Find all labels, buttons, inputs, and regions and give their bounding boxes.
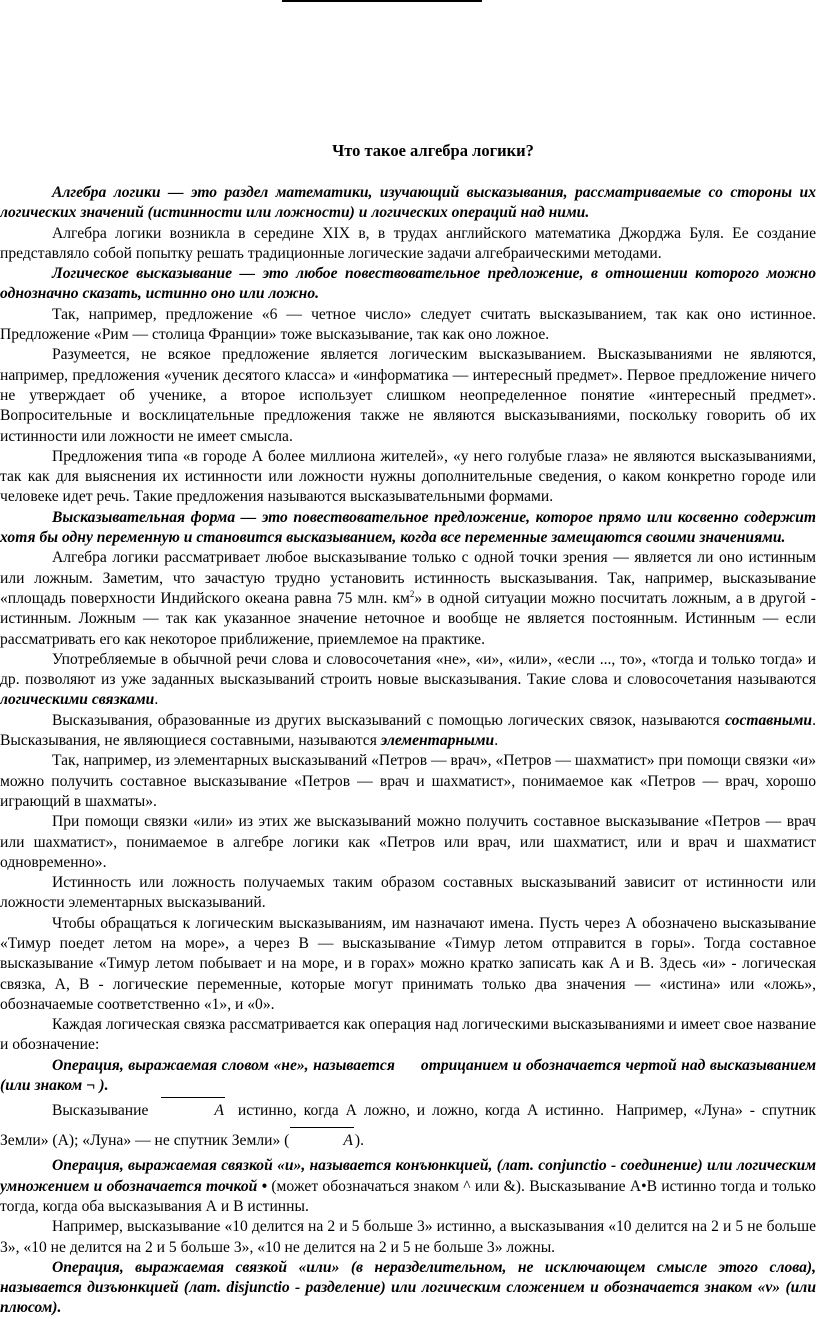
text: . [494, 732, 499, 750]
text: (может обозначаться знаком ^ или &). Высказывание А•В истинно тогда и только тогда, когда оба высказывания А и В истинны. [0, 1177, 816, 1215]
paragraph-definition-algebra: Алгебра логики — это раздел математики, изучающий высказывания, рассматриваемые со стороны их логических значений (истинности или ложности) и логических операций над ними. [0, 184, 816, 222]
paragraph-examples: Так, например, предложение «6 — четное число» следует считать высказыванием, так как оно истинное. Предложение «Рим — столица Франции» тоже высказывание, так как оно ложное. [0, 305, 816, 344]
term-conjunction: Операция, выражаемая связкой «и», называется конъюнкцией, (лат. conjunctio - соединение) или логическим умножением и обозначается точкой • [0, 1157, 816, 1195]
text: Высказывание [52, 1102, 149, 1120]
paragraph-conjunction-example: Например, высказывание «10 делится на 2 и 5 больше 3» истинно, а высказывания «10 делится на 2 и 5 не больше 3», «10 не делится на 2 и 5 больше 3», «10 не делится на 2 и 5 не больше 3» ложны. [0, 1218, 816, 1256]
text: Алгебра логики рассматривает любое высказывание только с одной точки зрения — является ли оно истинным или ложным. Заметим, что зачастую трудно установить истинность высказывания. Так, например, высказывание «площадь поверхности Индийского океана равна 75 млн. км [0, 549, 816, 607]
paragraph-disjunction: Операция, выражаемая связкой «или» (в неразделительном, не исключающем смысле этого слова), называется дизъюнкцией (лат. disjunctio - разделение) или логическим сложением и обозначается знаком «v» (или плюсом). [0, 1258, 816, 1317]
header-rule [282, 0, 482, 2]
paragraph-example-or: При помощи связки «или» из этих же высказываний можно получить составное высказывание «Петров — врач или шахматист», понимаемое в алгебре логики как «Петров или врач, или шахматист, или и врач и шахматист одновременно». [0, 813, 816, 871]
text: Операция, выражаемая словом «не», называется [52, 1056, 395, 1074]
paragraph-history: Алгебра логики возникла в середине XIX в, в трудах английского математика Джорджа Буля. Ее создание представляло собой попытку решать традиционные логические задачи алгебраическими методами. [0, 224, 816, 262]
text: отрицанием и обозначается чертой над высказыванием (или знаком ¬ ). [0, 1056, 816, 1095]
paragraph-negation [0, 1056, 816, 1097]
text: ). [354, 1132, 364, 1150]
superscript: 2 [409, 588, 415, 599]
text: » в одной ситуации можно посчитать ложным, а в другой - истинным. Ложным — так как указанное значение неточное и вообще не является постоянным. Истинным — если рассматривать его как некоторое приближение, приемлемое на практике. [0, 589, 816, 648]
paragraph-truth [0, 548, 816, 649]
term-logical-connectives: логическими связками [0, 691, 155, 709]
paragraph-naming: Чтобы обращаться к логическим высказываниям, им назначают имена. Пусть через А обозначено высказывание «Тимур поедет летом на море», а через В — высказывание «Тимур летом отправится в горы». Тогда составное высказывание «Тимур летом побывает и на море, и в горах» можно кратко записать как А и В. Здесь «и» - логическая связка, А, В - логические переменные, которые могут принимать только два значения — «истина» или «ложь», обозначаемые соответственно «1», и «0». [0, 914, 816, 1013]
paragraph-truth-dependency: Истинность или ложность получаемых таким образом составных высказываний зависит от истинности или ложности элементарных высказываний. [0, 874, 816, 912]
text: . Высказывания, не являющиеся составными, называются [0, 711, 816, 750]
text: истинно, когда А ложно, и ложно, когда А истинно. [237, 1102, 605, 1120]
text: Например, «Луна» - спутник Земли» (А); «Луна» — не спутник Земли» ( [0, 1102, 816, 1150]
negated-a-symbol: A [160, 1096, 226, 1126]
paragraph-operations-intro: Каждая логическая связка рассматривается как операция над логическими высказываниями и имеет свое название и обозначение: [0, 1016, 816, 1054]
text: Высказывания, образованные из других высказываний с помощью логических связок, называются [52, 711, 726, 729]
paragraph-definition-form: Высказывательная форма — это повествовательное предложение, которое прямо или косвенно содержит хотя бы одну переменную и становится высказыванием, когда все переменные замещаются своими значениями. [0, 508, 816, 547]
paragraph-forms: Предложения типа «в городе А более миллиона жителей», «у него голубые глаза» не являются высказываниями, так как для выяснения их истинности или ложности нужны дополнительные сведения, о каком конкретно городе или человеке идет речь. Такие предложения называются высказывательными формами. [0, 447, 816, 506]
term-compound: составными [725, 711, 813, 729]
paragraph-example-and: Так, например, из элементарных высказываний «Петров — врач», «Петров — шахматист» при помощи связки «и» можно получить составное высказывание «Петров — врач и шахматист», понимаемое как «Петров — врач, хорошо играющий в шахматы». [0, 752, 816, 810]
paragraph-negation-example [0, 1096, 816, 1156]
paragraph-compound [0, 711, 816, 752]
text: . [154, 691, 159, 709]
paragraph-not-statements: Разумеется, не всякое предложение является логическим высказыванием. Высказываниями не являются, например, предложения «ученик десятого класса» и «информатика — интересный предмет». Первое предложение ничего не утверждает об ученике, а второе использует слишком неопределенное понятие «интересный предмет». Вопросительные и восклицательные предложения также не являются высказываниями, поскольку говорить об их истинности или ложности не имеет смысла. [0, 346, 816, 445]
document-body [0, 140, 816, 1319]
paragraph-conjunction [0, 1156, 816, 1217]
paragraph-connectives [0, 650, 816, 711]
text: Употребляемые в обычной речи слова и словосочетания «не», «и», «или», «если ..., то», «тогда и только тогда» и др. позволяют из уже заданных высказываний строить новые высказывания. Такие слова и словосочетания называются [0, 650, 816, 689]
term-elementary: элементарными [380, 732, 495, 750]
negated-a-symbol-2: A [289, 1126, 355, 1156]
page-title: Что такое алгебра логики? [332, 141, 534, 160]
paragraph-definition-statement: Логическое высказывание — это любое повествовательное предложение, в отношении которого можно однозначно сказать, истинно оно или ложно. [0, 265, 816, 303]
